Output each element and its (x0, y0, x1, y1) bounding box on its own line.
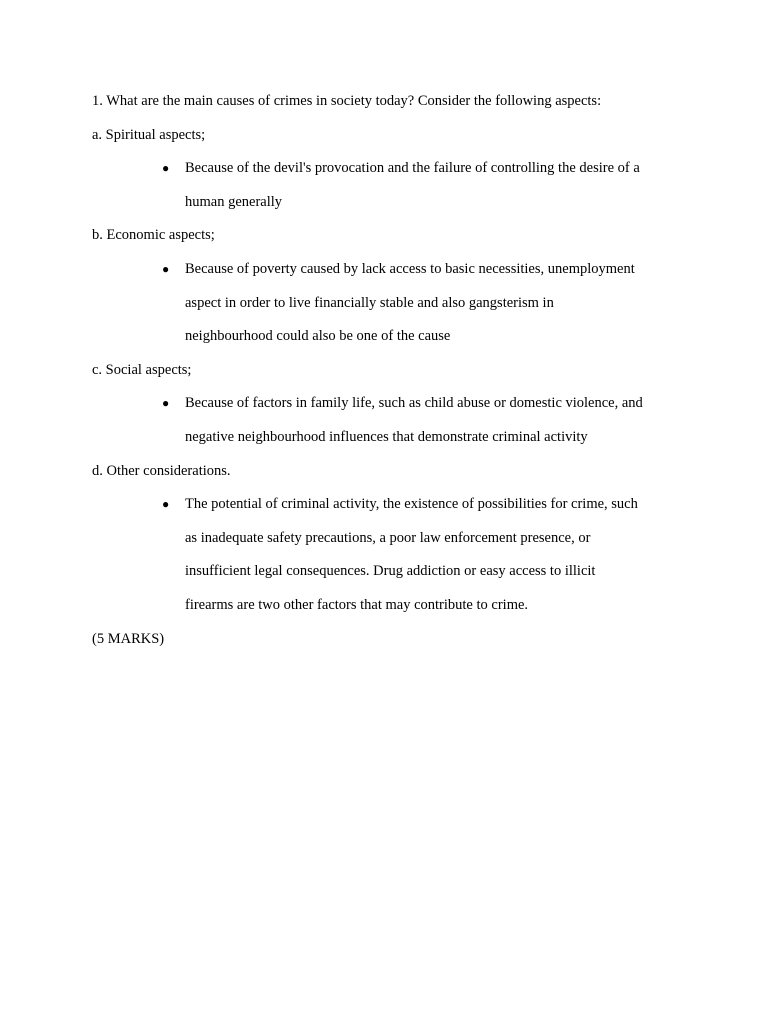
bullet-text (185, 387, 692, 454)
bullet-line: firearms are two other factors that may contribute to crime. (185, 596, 529, 613)
bullet-line: The potential of criminal activity, the existence of possibilities for crime, such (185, 496, 638, 513)
bullet-item-other (92, 488, 692, 622)
bullet-icon: ● (162, 261, 170, 276)
bullet-text (185, 152, 692, 219)
bullet-line: as inadequate safety precautions, a poor law enforcement presence, or (185, 529, 591, 546)
bullet-item-spiritual (92, 152, 692, 219)
bullet-line: Because of the devil's provocation and the failure of controlling the desire of a (185, 160, 640, 177)
bullet-text (185, 253, 692, 354)
document-body (92, 85, 692, 656)
section-heading-other: d. Other considerations. (92, 462, 231, 479)
bullet-line: aspect in order to live financially stable and also gangsterism in (185, 294, 554, 311)
section-heading-spiritual: a. Spiritual aspects; (92, 126, 206, 143)
section-heading-economic: b. Economic aspects; (92, 227, 215, 244)
bullet-text (185, 488, 692, 622)
bullet-item-social (92, 387, 692, 454)
bullet-line: insufficient legal consequences. Drug addiction or easy access to illicit (185, 563, 596, 580)
bullet-item-economic (92, 253, 692, 354)
bullet-line: negative neighbourhood influences that demonstrate criminal activity (185, 428, 588, 445)
bullet-line: neighbourhood could also be one of the cause (185, 328, 451, 345)
bullet-line: Because of poverty caused by lack access to basic necessities, unemployment (185, 260, 635, 277)
section-heading-social: c. Social aspects; (92, 361, 192, 378)
bullet-line: human generally (185, 193, 283, 210)
bullet-icon: ● (162, 161, 170, 176)
bullet-icon: ● (162, 396, 170, 411)
bullet-line: Because of factors in family life, such as child abuse or domestic violence, and (185, 395, 643, 412)
marks-label: (5 MARKS) (92, 630, 165, 647)
bullet-icon: ● (162, 497, 170, 512)
question-text: 1. What are the main causes of crimes in society today? Consider the following aspects: (92, 93, 602, 109)
